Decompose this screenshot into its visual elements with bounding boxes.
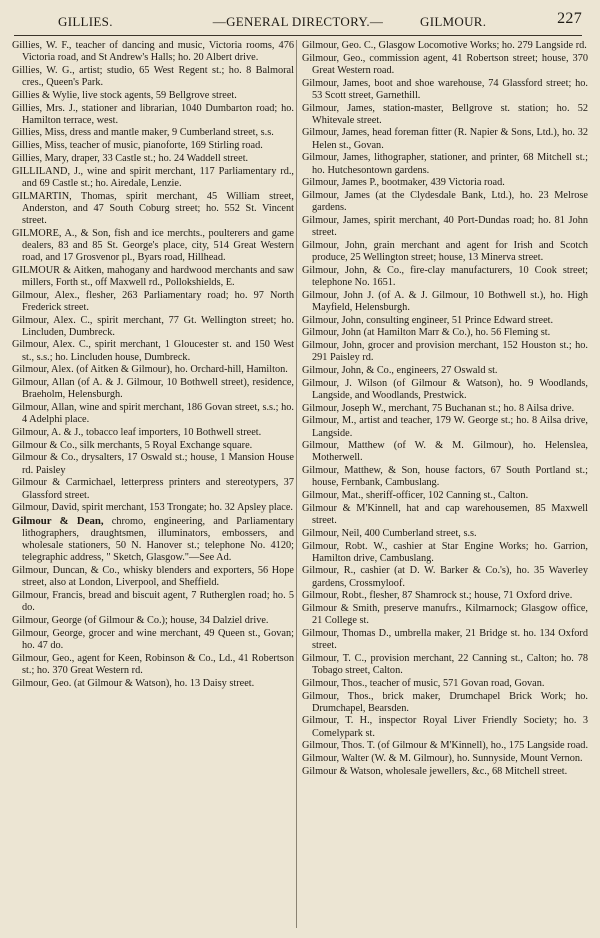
directory-entry (302, 541, 588, 565)
directory-entry (12, 628, 294, 652)
directory-entry (12, 90, 294, 102)
entry-details: grocer and provision merchant, 152 Houston st.; ho. 291 Paisley rd. (312, 340, 588, 364)
entry-details: spirit merchant, 153 Trongate; ho. 32 Apsley place. (79, 502, 294, 514)
entry-details: (at Hamilton Marr & Co.), ho. 56 Fleming st. (361, 327, 551, 339)
entry-name: Gilmour & Dean, (12, 515, 104, 527)
directory-entry (12, 653, 294, 677)
entry-details: consulting engineer, 51 Prince Edward street. (363, 314, 554, 326)
entry-details: grocer and wine merchant, 49 Queen st., Govan; ho. 47 do. (22, 627, 294, 651)
entry-details: (of A. & J. Gilmour, 10 Bothwell street), residence, Braeholm, Helensburgh. (22, 377, 295, 401)
entry-name: Gilmour & Smith, (302, 603, 380, 615)
header-right-word: GILMOUR. (420, 14, 487, 29)
entry-name: Gilmour, Allan, (12, 402, 77, 414)
directory-entry (302, 215, 588, 239)
entry-name: Gillies, W. G., (12, 64, 75, 76)
directory-entry (302, 327, 588, 339)
entry-name: Gilmour, George, (12, 627, 86, 639)
entry-details: station-master, Bellgrove st. station; ho. 52 Whitevale street. (312, 102, 588, 126)
entry-name: Gilmour, Allan (12, 377, 75, 389)
entry-details: fire-clay manufacturers, 10 Cook street; telephone No. 1651. (312, 264, 588, 288)
entry-name: Gilmour, James P., (302, 177, 380, 189)
entry-name: Gilmour & M'Kinnell, (302, 502, 401, 514)
entry-name: Gilmour, Duncan, & Co., (12, 565, 120, 577)
entry-details: Glasgow Locomotive Works; ho. 279 Langside rd. (375, 40, 587, 51)
directory-entry (12, 502, 294, 514)
directory-entry (302, 715, 588, 739)
entry-details: draper, 33 Castle st.; ho. 24 Waddell street. (68, 152, 249, 164)
entry-name: Gilmour, T. C., (302, 652, 367, 664)
directory-entry (12, 103, 294, 127)
directory-entry (302, 590, 588, 602)
entry-name: Gilmour, John J. (302, 289, 374, 301)
directory-entry (12, 427, 294, 439)
entry-name: Gilmour, John, & Co., (302, 364, 394, 376)
directory-entry (302, 365, 588, 377)
entry-details: spirit merchant, 77 Gt. Wellington street; ho. Lincluden, Dumbreck. (22, 314, 294, 338)
entry-details: teacher of music, 571 Govan road, Govan. (367, 677, 545, 689)
directory-entry (12, 339, 294, 363)
directory-entry (12, 265, 294, 289)
directory-entry (12, 440, 294, 452)
running-header (14, 10, 582, 32)
entry-name: Gilmour, John, & Co., (302, 264, 405, 276)
entry-name: Gilmour & Watson, (302, 765, 384, 777)
directory-entry (302, 490, 588, 502)
directory-entry (302, 190, 588, 214)
directory-entry (302, 378, 588, 402)
entry-name: Gilmour, John, (302, 314, 364, 326)
entry-name: Gilmour, Alex. C., (12, 339, 91, 351)
entry-details: silk merchants, 5 Royal Exchange square. (77, 439, 253, 451)
entry-name: Gilmour & Co., (12, 439, 78, 451)
entry-name: GILLILAND, J., (12, 165, 84, 177)
entry-details: lithographer, stationer, and printer, 68 Mitchell st.; ho. Hutchesontown gardens. (312, 152, 588, 176)
entry-name: Gilmour, David, (12, 502, 80, 514)
entry-name: Gilmour, Geo., (302, 52, 366, 64)
entry-name: GILMOUR & Aitken, (12, 264, 105, 276)
entry-details: grain merchant and agent for Irish and Scotch produce, 25 Wellington street; house, 13 Minerva street. (312, 239, 589, 263)
entry-details: wine and spirit merchant, 117 Parliamentary rd., and 69 Castle st.; ho. Airedale, Lenzie. (22, 165, 294, 189)
entry-details: teacher of music, pianoforte, 169 Stirling road. (67, 140, 263, 152)
right-column (302, 40, 588, 779)
entry-name: Gilmour, T. H., (302, 715, 373, 727)
entry-details: brick maker, Drumchapel Brick Work; ho. Drumchapel, Bearsden. (312, 690, 588, 714)
entry-name: Gilmour, Neil, (302, 527, 362, 539)
entry-name: Gilmour, Geo., (12, 652, 75, 664)
directory-entry (302, 152, 588, 176)
entry-name: Gilmour, M., (302, 415, 357, 427)
entry-name: Gilmour, James, (302, 102, 375, 114)
entry-details: 400 Cumberland street, s.s. (361, 527, 477, 539)
directory-entry (302, 565, 588, 589)
entry-name: Gilmour, Walter (302, 753, 369, 765)
entry-details: spirit merchant, 40 Port-Dundas road; ho. 81 John street. (312, 214, 588, 239)
directory-entry (302, 440, 588, 464)
directory-entry (302, 465, 588, 489)
directory-entry (302, 240, 588, 264)
entry-details: hat and cap warehousemen, 85 Maxwell street. (312, 502, 588, 526)
entry-name: Gilmour, Alex. (12, 364, 74, 376)
entry-details: (of Gilmour & Watson), ho. 9 Woodlands, Langside, and Woodlands, Prestwick. (312, 377, 588, 401)
entry-name: Gilmour, John, (302, 340, 365, 352)
directory-entry (12, 65, 294, 89)
header-rule (14, 35, 582, 36)
entry-name: Gilmour, Francis, (12, 590, 86, 602)
directory-entry (12, 477, 294, 501)
entry-name: Gilmour, James (302, 190, 370, 202)
directory-entry (12, 590, 294, 614)
directory-entry (302, 53, 588, 77)
entry-details: inspector Royal Liver Friendly Society; ho. 3 Comelypark st. (312, 715, 588, 739)
entry-details: house factors, 67 South Portland st.; house, Fernbank, Cambuslang. (312, 465, 588, 489)
directory-entry (12, 515, 294, 565)
entry-name: Gilmour, Matthew, & Son, (302, 465, 421, 477)
directory-entry (12, 140, 294, 152)
directory-entry (302, 415, 588, 439)
entry-details: bread and biscuit agent, 7 Rutherglen road; ho. 5 do. (22, 590, 295, 614)
entry-name: Gillies, Mary, (12, 152, 69, 164)
entry-details: stationer and librarian, 1040 Dumbarton road; ho. Hamilton terrace, west. (22, 102, 294, 126)
entry-name: Gilmour, Robt. W., (302, 540, 388, 552)
directory-entry (302, 753, 588, 765)
entry-details: wholesale jewellers, &c., 68 Mitchell street. (383, 765, 568, 777)
entry-name: Gillies & Wylie, (12, 89, 80, 101)
entry-details: drysalters, 17 Oswald st.; house, 1 Mansion House rd. Paisley (22, 452, 295, 476)
entry-details: boot and shoe warehouse, 74 Glassford street; ho. 53 Scott street, Garnethill. (312, 77, 588, 101)
directory-entry (12, 315, 294, 339)
directory-entry (302, 127, 588, 151)
directory-entry (12, 191, 294, 227)
entry-details: artist and teacher, 179 W. George st.; ho. 8 Ailsa drive, Langside. (312, 415, 588, 439)
directory-entry (302, 503, 588, 527)
directory-entry (302, 103, 588, 127)
entry-details: head foreman fitter (R. Napier & Sons, Ltd.), ho. 32 Helen st., Govan. (312, 127, 588, 151)
entry-name: Gilmour, John, (302, 239, 368, 251)
directory-entry (12, 452, 294, 476)
entry-details: whisky blenders and exporters, 56 Hope street, also at London, Liverpool, and Sheffield. (22, 565, 294, 589)
entry-details: mahogany and hardwood merchants and saw millers, Forth st., off Maxwell rd., Pollokshields, E. (22, 264, 295, 288)
entry-details: flesher, 263 Parliamentary road; ho. 97 North Frederick street. (22, 289, 294, 313)
entry-name: Gilmour, Joseph W., (302, 402, 386, 414)
page-number: 227 (557, 10, 582, 27)
directory-entry (12, 678, 294, 690)
directory-entry (302, 766, 588, 778)
entry-details: merchant, 75 Buchanan st.; ho. 8 Ailsa drive. (385, 402, 575, 414)
directory-entry (302, 691, 588, 715)
directory-entry (302, 78, 588, 102)
directory-entry (12, 364, 294, 376)
entry-details: live stock agents, 59 Bellgrove street. (79, 89, 237, 101)
directory-entry (302, 628, 588, 652)
entry-details: sheriff-officer, 102 Canning st., Calton. (363, 490, 529, 502)
entry-name: Gilmour, James, (302, 214, 371, 226)
entry-details: preserve manufrs., Kilmarnock; Glasgow office, 21 College st. (312, 603, 588, 627)
entry-details: teacher of dancing and music, Victoria rooms, 476 Victoria road, and St Andrew's Halls; ho. 20 Albert drive. (22, 40, 294, 64)
entry-name: Gilmour, Thos. T. (302, 740, 376, 752)
entry-details: engineers, 27 Oswald st. (393, 364, 498, 376)
entry-details: chromo, engineering, and Parliamentary lithographers, draughtsmen, illuminators, embossers, and wholesale stationers, 50 N. Hanover st.; telephone No. 4120; telegraphic address, " Sketch, Glasgow."—See Ad. (22, 516, 294, 564)
entry-details: tobacco leaf importers, 10 Bothwell street. (83, 426, 262, 438)
entry-details: cashier at Star Engine Works; ho. Garrion, Hamilton drive, Cambuslang. (312, 540, 588, 564)
entry-details: commission agent, 41 Robertson street; house, 370 Great Western road. (312, 52, 588, 76)
entry-details: (W. & M. Gilmour), ho. Sunnyside, Mount Vernon. (368, 753, 583, 765)
directory-entry (302, 265, 588, 289)
entry-details: (of Gilmour & Co.); house, 34 Dalziel drive. (81, 615, 269, 627)
entry-name: Gilmour, John (302, 327, 362, 339)
directory-entry (302, 740, 588, 752)
directory-entry (302, 315, 588, 327)
directory-entry (302, 403, 588, 415)
directory-entry (12, 166, 294, 190)
entry-name: Gilmour, Mat., (302, 490, 364, 502)
entry-details: agent for Keen, Robinson & Co., Ld., 41 Robertson st.; ho. 370 Great Western rd. (22, 652, 294, 676)
entry-details: spirit merchant, 1 Gloucester st. and 150 West st., s.s.; ho. Lincluden house, Dumbreck. (22, 339, 294, 363)
entry-details: (at Gilmour & Watson), ho. 13 Daisy street. (71, 677, 255, 689)
directory-entry (12, 290, 294, 314)
directory-entry (12, 565, 294, 589)
entry-details: (of A. & J. Gilmour, 10 Bothwell st.), ho. High Mayfield, Helensburgh. (312, 289, 588, 313)
entry-name: Gilmour, J. Wilson (302, 377, 388, 389)
entry-name: Gillies, Mrs. J., (12, 102, 78, 114)
directory-entry (302, 678, 588, 690)
entry-name: Gilmour, Geo. C., (302, 40, 376, 51)
entry-details: spirit merchant, 45 William street, Anderston, and 47 South Coburg street; ho. 552 St. Vincent street. (22, 190, 294, 226)
entry-name: Gillies, Miss, (12, 127, 68, 139)
directory-entry (302, 653, 588, 677)
directory-entry (12, 127, 294, 139)
entry-name: Gilmour, Thomas D., (302, 627, 392, 639)
entry-details: flesher, 87 Shamrock st.; house, 71 Oxford drive. (366, 590, 573, 602)
entry-details: dress and mantle maker, 9 Cumberland street, s.s. (67, 127, 274, 139)
header-title: —GENERAL DIRECTORY.— (212, 14, 384, 29)
entry-name: Gilmour & Co., (12, 452, 79, 464)
entry-name: Gilmour, James, (302, 152, 371, 164)
directory-entry (12, 153, 294, 165)
column-divider (296, 40, 297, 928)
entry-name: Gilmour, Thos., (302, 677, 368, 689)
entry-name: Gilmour, Thos., (302, 690, 374, 702)
directory-entry (302, 340, 588, 364)
directory-entry (12, 615, 294, 627)
entry-name: Gilmour, Geo. (12, 677, 72, 689)
entry-name: GILMORE, A., & Son, (12, 227, 111, 239)
entry-name: Gilmour, George (12, 615, 82, 627)
entry-name: Gilmour & Carmichael, (12, 477, 116, 489)
directory-entry (302, 528, 588, 540)
directory-entry (12, 228, 294, 264)
entry-name: Gilmour, Alex., (12, 289, 80, 301)
entry-details: (of W. & M. Gilmour), ho. Helenslea, Motherwell. (312, 440, 588, 464)
entry-details: (of Aitken & Gilmour), ho. Orchard-hill, Hamilton. (73, 364, 288, 376)
entry-details: wine and spirit merchant, 186 Govan street, s.s.; ho. 4 Adelphi place. (22, 402, 295, 426)
entry-name: Gillies, Miss, (12, 140, 68, 152)
entry-details: umbrella maker, 21 Bridge st. ho. 134 Oxford street. (312, 627, 588, 652)
header-left-word: GILLIES. (58, 14, 113, 29)
directory-entry (12, 402, 294, 426)
entry-name: Gilmour, Matthew (302, 440, 385, 452)
directory-entry (302, 603, 588, 627)
entry-name: Gilmour, A. & J., (12, 426, 84, 438)
entry-name: Gilmour, R., (302, 565, 356, 577)
directory-entry (302, 40, 588, 52)
left-column (12, 40, 294, 690)
entry-name: Gillies, W. F., (12, 40, 72, 51)
entry-details: (of Gilmour & M'Kinnell), ho., 175 Langside road. (375, 740, 589, 752)
entry-name: GILMARTIN, Thomas, (12, 190, 117, 202)
entry-details: artist; studio, 65 West Regent st.; ho. 8 Balmoral cres., Queen's Park. (22, 64, 294, 89)
entry-name: Gilmour, James, (302, 127, 370, 139)
directory-entry (12, 377, 294, 401)
directory-entry (302, 177, 588, 189)
directory-entry (302, 290, 588, 314)
entry-details: letterpress printers and stereotypers, 37 Glassford street. (22, 477, 294, 501)
entry-name: Gilmour, Alex. C., (12, 314, 93, 326)
entry-name: Gilmour, James, (302, 77, 371, 89)
entry-details: bootmaker, 439 Victoria road. (379, 177, 505, 189)
entry-name: Gilmour, Robt., (302, 590, 367, 602)
directory-entry (12, 40, 294, 64)
entry-details: provision merchant, 22 Canning st., Calton; ho. 78 Tobago street, Calton. (312, 652, 588, 677)
entry-details: (at the Clydesdale Bank, Ltd.), ho. 23 Melrose gardens. (312, 190, 588, 214)
entry-details: fish and ice merchts., poulterers and game dealers, 83 and 85 St. George's place, city, 514 Great Western road, and 17 Grosvenor pl., Byars road, Hillhead. (22, 227, 294, 263)
entry-details: cashier (at D. W. Barker & Co.'s), ho. 35 Waverley gardens, Crossmyloof. (312, 565, 588, 589)
